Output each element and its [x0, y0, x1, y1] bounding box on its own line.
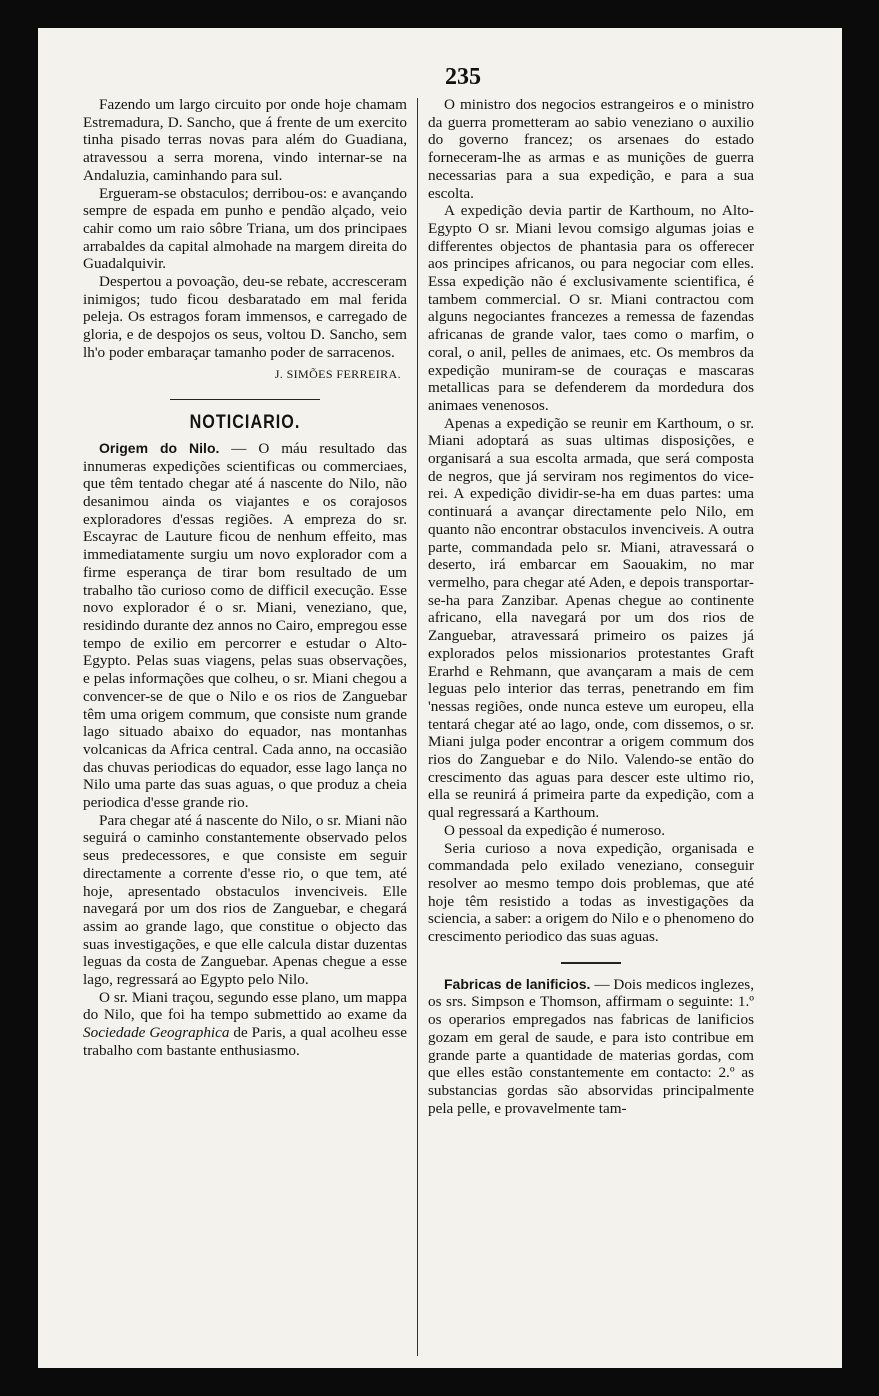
paragraph: Despertou a povoação, deu-se rebate, accresceram inimigos; tudo ficou desbaratado em mal ferida peleja. Os estragos foram immensos, e carregado de gloria, e de despojos os seus, voltou D. Sancho, sem lh'o poder embaraçar tamanho poder de sarracenos.	[83, 273, 407, 361]
section-title: NOTICIARIO.	[189, 412, 301, 434]
paragraph	[83, 989, 407, 1060]
paragraph: Ergueram-se obstaculos; derribou-os: e avançando sempre de espada em punho e pendão alçado, veio cahir como um raio sôbre Triana, um dos principaes arrabaldes da capital almohade na margem direita do Guadalquivir.	[83, 184, 407, 273]
left-column	[83, 96, 407, 1060]
paragraph-text: de Paris, a qual acolheu esse trabalho com bastante enthusiasmo.	[83, 1024, 407, 1059]
paragraph-text: — O máu resultado das innumeras expedições scientificas ou commerciaes, que têm tentado chegar até á nascente do Nilo, não desanimou ainda os viajantes e os corajosos exploradores d'essas regiões. A empreza do sr. Escayrac de Lauture ficou de nenhum effeito, mas immediatamente surgiu um novo explorador com a firme esperança de tirar bom resultado de um trabalho tão curioso como de difficil execução. Esse novo explorador é o sr. Miani, veneziano, que, residindo durante dez annos no Cairo, empregou esse tempo de exilio em percorrer e estudar o Alto-Egypto. Pelas suas viagens, pelas suas observações, e pelas informações que colheu, o sr. Miani chegou a convencer-se de que o Nilo e os rios de Zanguebar têm uma origem commum, que consiste num grande lago situado abaixo do equador, nas montanhas volcanicas da Africa central. Cada anno, na occasião das chuvas periodicas do equador, esse lago lança no Nilo uma parte das suas aguas, o que produz a cheia periodica d'esse grande rio.	[83, 439, 408, 812]
article-fabricas	[428, 976, 754, 1118]
paragraph: A expedição devia partir de Karthoum, no Alto-Egypto O sr. Miani levou comsigo algumas joias e differentes objectos de phantasia para os offerecer aos principes africanos, ou para negociar com elles. Essa expedição não é exclusivamente scientifica, é tambem commercial. O sr. Miani contractou com alguns negociantes francezes a remessa de fazendas africanas de grande valor, taes como o marfim, o coral, o anil, pelles de animaes, etc. Os membros da expedição muniram-se de couraças e mascaras metallicas para se defenderem da mordedura dos animaes venenosos.	[428, 202, 754, 414]
newspaper-page	[38, 28, 842, 1368]
page-number: 235	[445, 64, 481, 90]
paragraph: Para chegar até á nascente do Nilo, o sr. Miani não seguirá o caminho constantemente observado pelos seus predecessores, e que consiste em seguir directamente a corrente d'esse rio, o que tem, até hoje, apresentado obstaculos invenciveis. Elle navegará por um dos rios de Zanguebar, e chegará assim ao grande lago, que constitue o objecto das suas investigações, e que elle calcula distar duzentas leguas da costa de Zanguebar. Apenas chegue a esse lago, regressará ao Egypto pelo Nilo.	[83, 811, 407, 989]
paragraph-text: O sr. Miani traçou, segundo esse plano, um mappa do Nilo, que foi ha tempo submettido ao exame da	[83, 988, 407, 1024]
italic-title: Sociedade Geographica	[83, 1024, 230, 1042]
author-byline: J. SIMÕES FERREIRA.	[274, 366, 401, 381]
paragraph-text: — Dois medicos inglezes, os srs. Simpson e Thomson, affirmam o seguinte: 1.º os operarios empregados nas fabricas de lanificios gozam em geral de saude, e para isto contribue em grande parte a quantidade de materias gordas, com que elles estão constantemente em contacto: 2.º as substancias gordas são absorvidas principalmente pela pelle, e provavelmente tam-	[428, 975, 754, 1117]
right-column	[428, 96, 754, 1117]
paragraph: O ministro dos negocios estrangeiros e o ministro da guerra prometteram ao sabio veneziano o auxilio do governo francez; os arsenaes do estado forneceram-lhe as armas e as munições de guerra necessarias para a sua expedição, e para a sua escolta.	[428, 96, 754, 202]
article-heading: Fabricas de lanificios.	[444, 975, 591, 992]
article-nile	[83, 440, 407, 812]
paragraph: Seria curioso a nova expedição, organisada e commandada pelo exilado veneziano, conseguir resolver ao mesmo tempo dois problemas, que até hoje têm resistido a todas as investigações da sciencia, a saber: a origem do Nilo e o phenomeno do crescimento periodico das suas aguas.	[428, 839, 755, 946]
paragraph: O pessoal da expedição é numeroso.	[444, 821, 665, 839]
article-divider	[561, 962, 621, 964]
section-divider	[170, 399, 320, 400]
column-rule	[417, 98, 418, 1356]
paragraph: Fazendo um largo circuito por onde hoje chamam Estremadura, D. Sancho, que á frente de um exercito tinha pisado terras novas para além do Guadiana, atravessou a serra morena, vindo internar-se na Andaluzia, caminhando para sul.	[83, 96, 407, 184]
paragraph: Apenas a expedição se reunir em Karthoum, o sr. Miani adoptará as suas ultimas disposições, e organisará a sua escolta armada, que será composta de negros, que já serviram nos regimentos do vice-rei. A expedição dividir-se-ha em duas partes: uma continuará a avançar directamente pelo Nilo, em quanto não encontrar obstaculos invenciveis. A outra parte, commandada pelo sr. Miani, atravessará o deserto, irá embarcar em Saouakim, no mar vermelho, para chegar até Aden, e depois transportar-se-ha para Zanzibar. Apenas chegue ao continente africano, ella navegará por um dos rios de Zanguebar, atravessará primeiro os paizes já explorados pelos missionarios protestantes Graft Erarhd e Rehmann, que avançaram a mais de cem leguas pelo interior das terras, penetrando em fim 'nessas regiões, onde nunca esteve um europeu, ella tentará chegar até ao lago, onde, com dissemos, o sr. Miani julga poder encontrar a origem commum dos rios do Zanguebar e do Nilo. Valendo-se então do crescimento das aguas para descer este ultimo rio, ella se reunirá á primeira parte da expedição, com a qual regressará a Karthoum.	[428, 414, 754, 822]
article-heading: Origem do Nilo.	[99, 439, 220, 456]
